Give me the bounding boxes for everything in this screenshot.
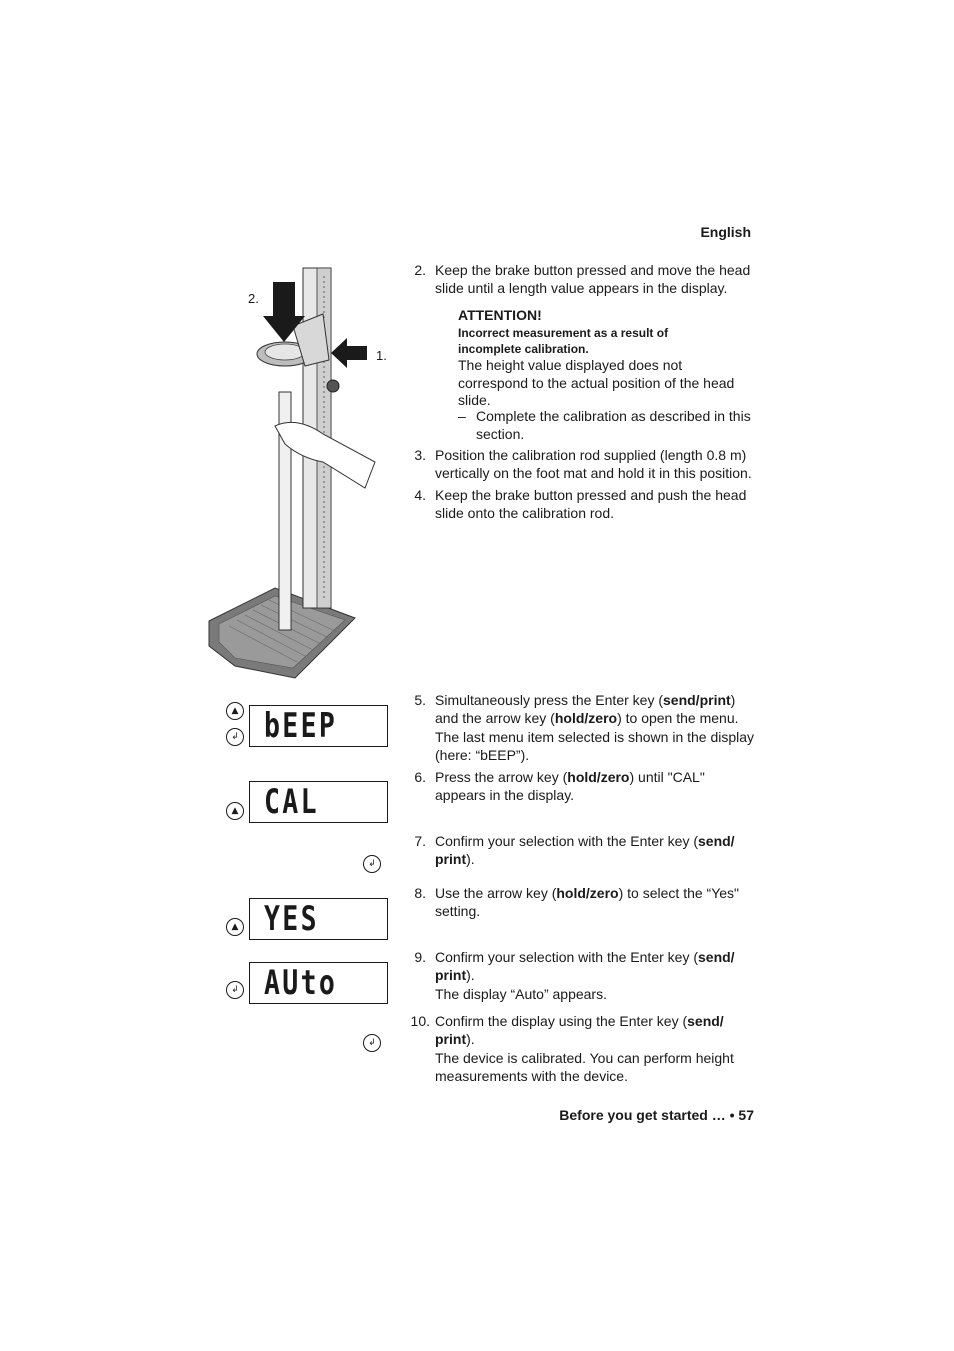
display-cal-text: CAL bbox=[264, 782, 319, 822]
page-footer: Before you get started … • 57 bbox=[559, 1107, 754, 1123]
hold-zero-key-name: hold/zero bbox=[556, 885, 619, 901]
attention-title: ATTENTION! bbox=[458, 307, 542, 323]
display-yes bbox=[249, 898, 388, 940]
step-8-text: Use the arrow key (hold/zero) to select the “Yes" setting. bbox=[435, 885, 740, 919]
send-print-key-name: send/print bbox=[663, 692, 731, 708]
step-5-text: Simultaneously press the Enter key (send/print) and the arrow key (hold/zero) to open the menu. bbox=[435, 692, 739, 726]
arrow-key-icon: ▲ bbox=[226, 702, 244, 720]
step-3-text: Position the calibration rod supplied (length 0.8 m) vertically on the foot mat and hold it in this position. bbox=[435, 447, 752, 481]
display-cal bbox=[249, 781, 388, 823]
display-beep bbox=[249, 705, 388, 747]
enter-key-icon: ↲ bbox=[363, 855, 381, 873]
attention-bullet-dash: – bbox=[458, 408, 466, 424]
step-7-text: Confirm your selection with the Enter key (send/ print). bbox=[435, 833, 735, 867]
enter-key-icon: ↲ bbox=[363, 1034, 381, 1052]
step-3-number: 3. bbox=[414, 447, 426, 463]
arrow-key-icon: ▲ bbox=[226, 802, 244, 820]
hold-zero-key-name: hold/zero bbox=[567, 769, 630, 785]
send-print-key-name: send/ print bbox=[435, 833, 735, 867]
step-2-number: 2. bbox=[414, 262, 426, 278]
step-7-number: 7. bbox=[414, 833, 426, 849]
step-6-text: Press the arrow key (hold/zero) until "CAL" appears in the display. bbox=[435, 769, 705, 803]
step-10-number: 10. bbox=[410, 1013, 430, 1029]
step-4-text: Keep the brake button pressed and push the head slide onto the calibration rod. bbox=[435, 487, 747, 521]
hold-zero-key-name: hold/zero bbox=[554, 709, 618, 726]
attention-body: The height value displayed does not correspond to the actual position of the head slide. bbox=[458, 357, 735, 408]
step-9-note: The display “Auto” appears. bbox=[435, 986, 607, 1002]
display-yes-text: YES bbox=[264, 899, 319, 939]
enter-key-icon: ↲ bbox=[226, 728, 244, 746]
step-5-number: 5. bbox=[414, 692, 426, 708]
step-2-text: Keep the brake button pressed and move the head slide until a length value appears in the display. bbox=[435, 262, 751, 296]
display-auto bbox=[249, 962, 388, 1004]
step-9-text: Confirm your selection with the Enter key (send/ print). bbox=[435, 949, 735, 983]
attention-bullet: Complete the calibration as described in this section. bbox=[476, 408, 751, 442]
step-9-number: 9. bbox=[414, 949, 426, 965]
send-print-key-name: send/ print bbox=[435, 1013, 724, 1047]
display-beep-text: bEEP bbox=[264, 706, 338, 746]
step-6-number: 6. bbox=[414, 769, 426, 785]
step-4-number: 4. bbox=[414, 487, 426, 503]
stadiometer-illustration bbox=[205, 266, 405, 686]
enter-key-icon: ↲ bbox=[226, 981, 244, 999]
figure-label-1: 1. bbox=[376, 348, 387, 363]
display-auto-text: AUto bbox=[264, 963, 338, 1003]
send-print-key-name: send/ print bbox=[435, 949, 735, 983]
language-label: English bbox=[700, 224, 751, 240]
figure-label-2: 2. bbox=[248, 291, 259, 306]
step-10-note: The device is calibrated. You can perform height measurements with the device. bbox=[435, 1050, 734, 1084]
attention-subtitle: Incorrect measurement as a result of incomplete calibration. bbox=[458, 326, 669, 356]
step-5-note: The last menu item selected is shown in the display (here: “bEEP”). bbox=[435, 729, 755, 763]
arrow-key-icon: ▲ bbox=[226, 918, 244, 936]
step-10-text: Confirm the display using the Enter key (send/ print). bbox=[435, 1013, 724, 1047]
step-8-number: 8. bbox=[414, 885, 426, 901]
stadiometer-drawing bbox=[205, 266, 405, 686]
